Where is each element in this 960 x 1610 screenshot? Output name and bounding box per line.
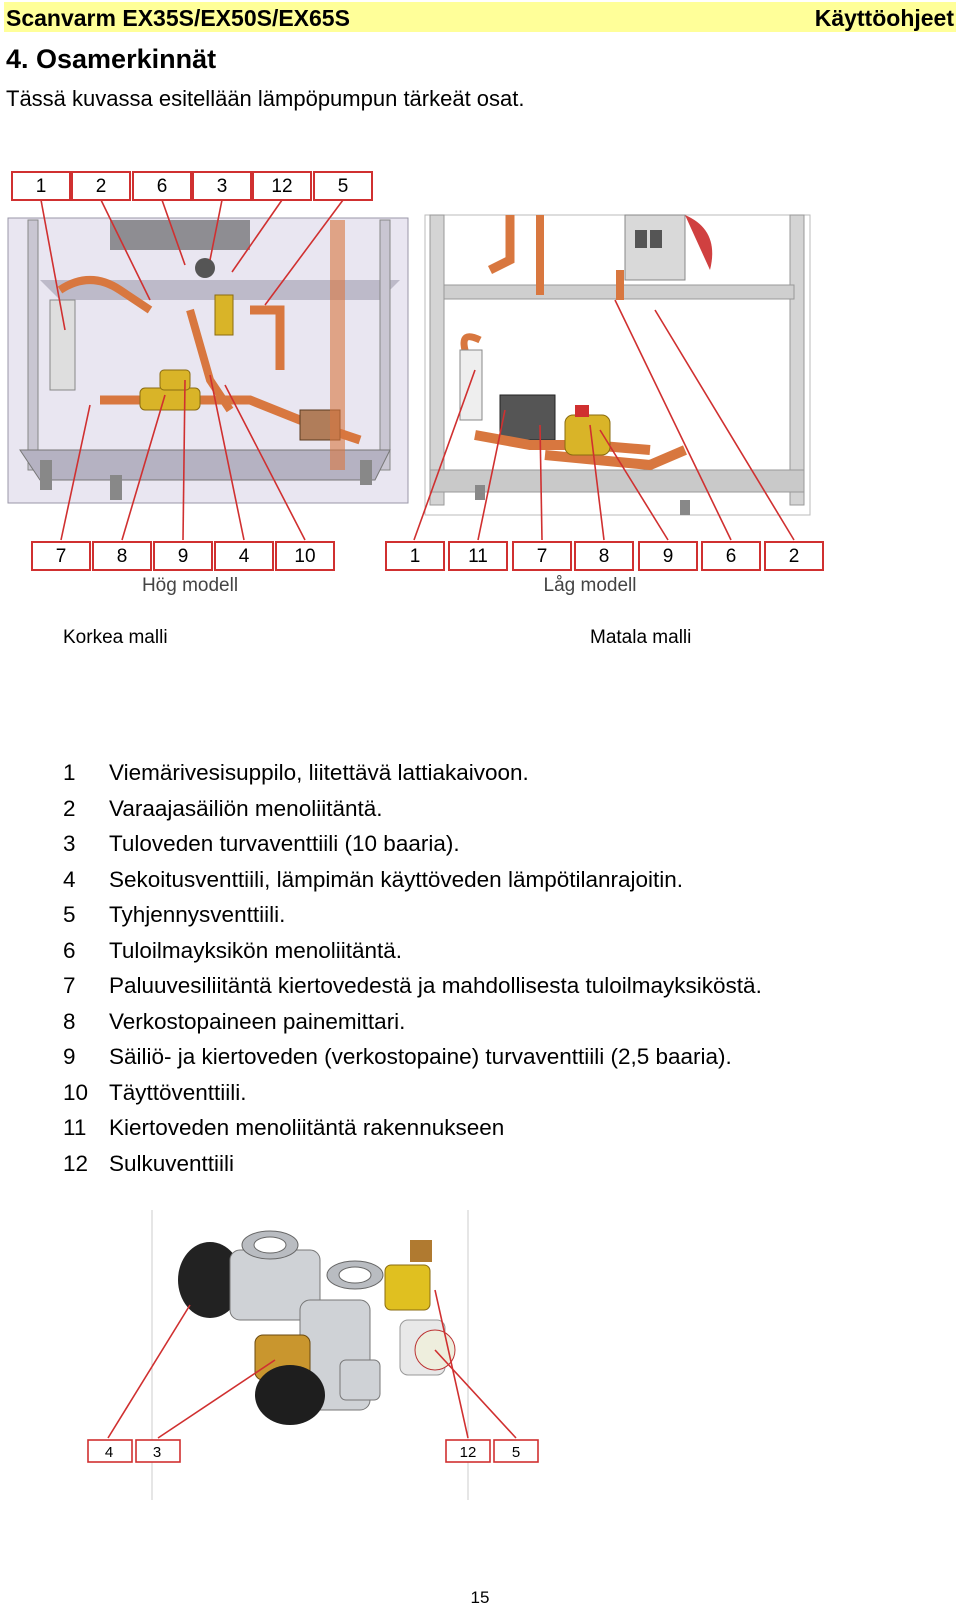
product-title: Scanvarm EX35S/EX50S/EX65S [6, 5, 350, 31]
intro-text: Tässä kuvassa esitellään lämpöpumpun tärkeät osat. [6, 86, 525, 111]
section-title: 4. Osamerkinnät [6, 44, 217, 74]
legend-item: 5 Tyhjennysventtiili. [63, 902, 286, 927]
legend-item: 8 Verkostopaineen painemittari. [63, 1008, 406, 1034]
valve-assembly-figure [80, 1210, 560, 1510]
low-bottom-callouts [386, 542, 823, 570]
callout-label: 12 [271, 176, 293, 197]
callout-label: 7 [536, 546, 548, 567]
high-model-figure [0, 160, 420, 610]
model-name-high: Hög modell [141, 575, 239, 596]
callout-label: 8 [598, 546, 610, 567]
high-bottom-callouts [32, 542, 334, 570]
page-number: 15 [470, 1588, 490, 1607]
callout-label: 6 [156, 176, 168, 197]
callout-label: 5 [337, 176, 349, 197]
legend-item: 7 Paluuvesiliitäntä kiertovedestä ja mahdollisesta tuloilmayksiköstä. [63, 973, 762, 998]
callout-label: 2 [788, 546, 800, 567]
callout-label: 5 [511, 1444, 521, 1461]
legend-item: 10 Täyttöventtiili. [63, 1079, 247, 1105]
legend-item: 2 Varaajasäiliön menoliitäntä. [63, 795, 383, 821]
legend-item: 4 Sekoitusventtiili, lämpimän käyttöveden lämpötilanrajoitin. [63, 866, 684, 892]
valve-callouts [88, 1440, 538, 1462]
callout-label: 9 [177, 546, 189, 567]
parts-legend [63, 760, 762, 1186]
legend-item: 11 Kiertoveden menoliitäntä rakennukseen [63, 1115, 505, 1140]
callout-label: 6 [725, 546, 737, 567]
legend-item: 1 Viemärivesisuppilo, liitettävä lattiakaivoon. [63, 760, 529, 785]
legend-item: 3 Tuloveden turvaventtiili (10 baaria). [63, 831, 460, 856]
callout-label: 7 [55, 546, 67, 567]
model-name-low: Låg modell [543, 575, 637, 596]
callout-label: 3 [216, 176, 228, 197]
caption-high-model: Korkea malli [63, 627, 168, 648]
caption-low-model: Matala malli [590, 627, 692, 648]
callout-label: 4 [104, 1444, 114, 1461]
callout-label: 1 [35, 176, 47, 197]
callout-label: 3 [152, 1444, 162, 1461]
legend-item: 12 Sulkuventtiili [63, 1150, 235, 1176]
callout-label: 10 [294, 546, 316, 567]
callout-label: 9 [662, 546, 674, 567]
document-type: Käyttöohjeet [814, 5, 954, 31]
callout-label: 4 [238, 546, 250, 567]
callout-label: 2 [95, 176, 107, 197]
low-model-figure [380, 200, 840, 610]
legend-item: 6 Tuloilmayksikön menoliitäntä. [63, 937, 403, 963]
page-header [4, 2, 956, 32]
high-top-callouts [12, 172, 372, 200]
callout-label: 11 [468, 546, 488, 567]
legend-item: 9 Säiliö- ja kiertoveden (verkostopaine) turvaventtiili (2,5 baaria). [63, 1044, 732, 1069]
callout-label: 12 [459, 1444, 477, 1461]
callout-label: 1 [409, 546, 421, 567]
callout-label: 8 [116, 546, 128, 567]
